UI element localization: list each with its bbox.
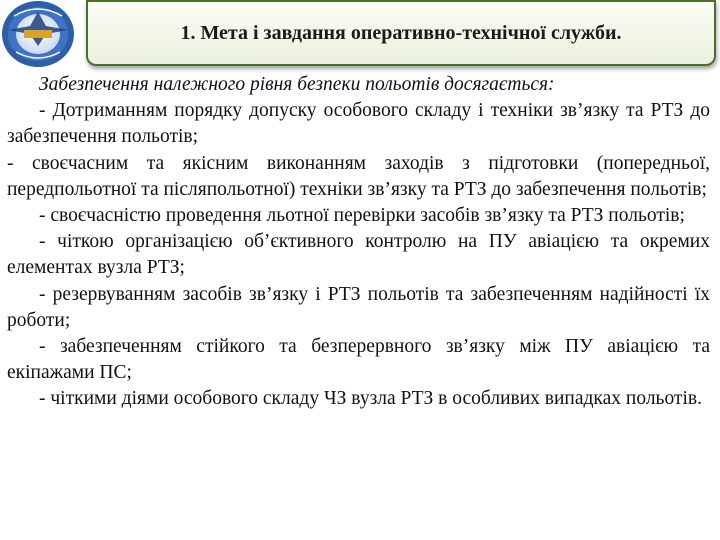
page-title: 1. Мета і завдання оперативно-технічної служби. <box>180 21 622 44</box>
list-item: - Дотриманням порядку допуску особового складу і техніки зв’язку та РТЗ до забезпечення польотів; <box>7 100 710 148</box>
list-item: - чіткими діями особового складу ЧЗ вузла РТЗ в особливих випадках польотів. <box>39 388 702 410</box>
list-item: - забезпеченням стійкого та безперервного зв’язку між ПУ авіацією та екіпажами ПС; <box>7 336 710 384</box>
list-item: - резервуванням засобів зв’язку і РТЗ польотів та забезпеченням надійності їх роботи; <box>7 283 710 331</box>
lead-paragraph: Забезпечення належного рівня безпеки польотів досягається: <box>39 74 555 95</box>
university-logo <box>0 0 80 68</box>
list-item: - своєчасністю проведення льотної перевірки засобів зв’язку та РТЗ польотів; <box>39 205 685 227</box>
aviation-university-emblem-icon <box>0 0 80 68</box>
list-item: - своєчасним та якісним виконанням заходів з підготовки (попередньої, передпольотної та післяпольотної) техніки зв’язку та РТЗ до забезпечення польотів; <box>7 152 710 200</box>
list-item: - чіткою організацією об’єктивного контролю на ПУ авіацією та окремих елементах вузла РТЗ; <box>7 231 710 279</box>
body-text <box>7 72 710 413</box>
header-banner <box>86 0 716 66</box>
